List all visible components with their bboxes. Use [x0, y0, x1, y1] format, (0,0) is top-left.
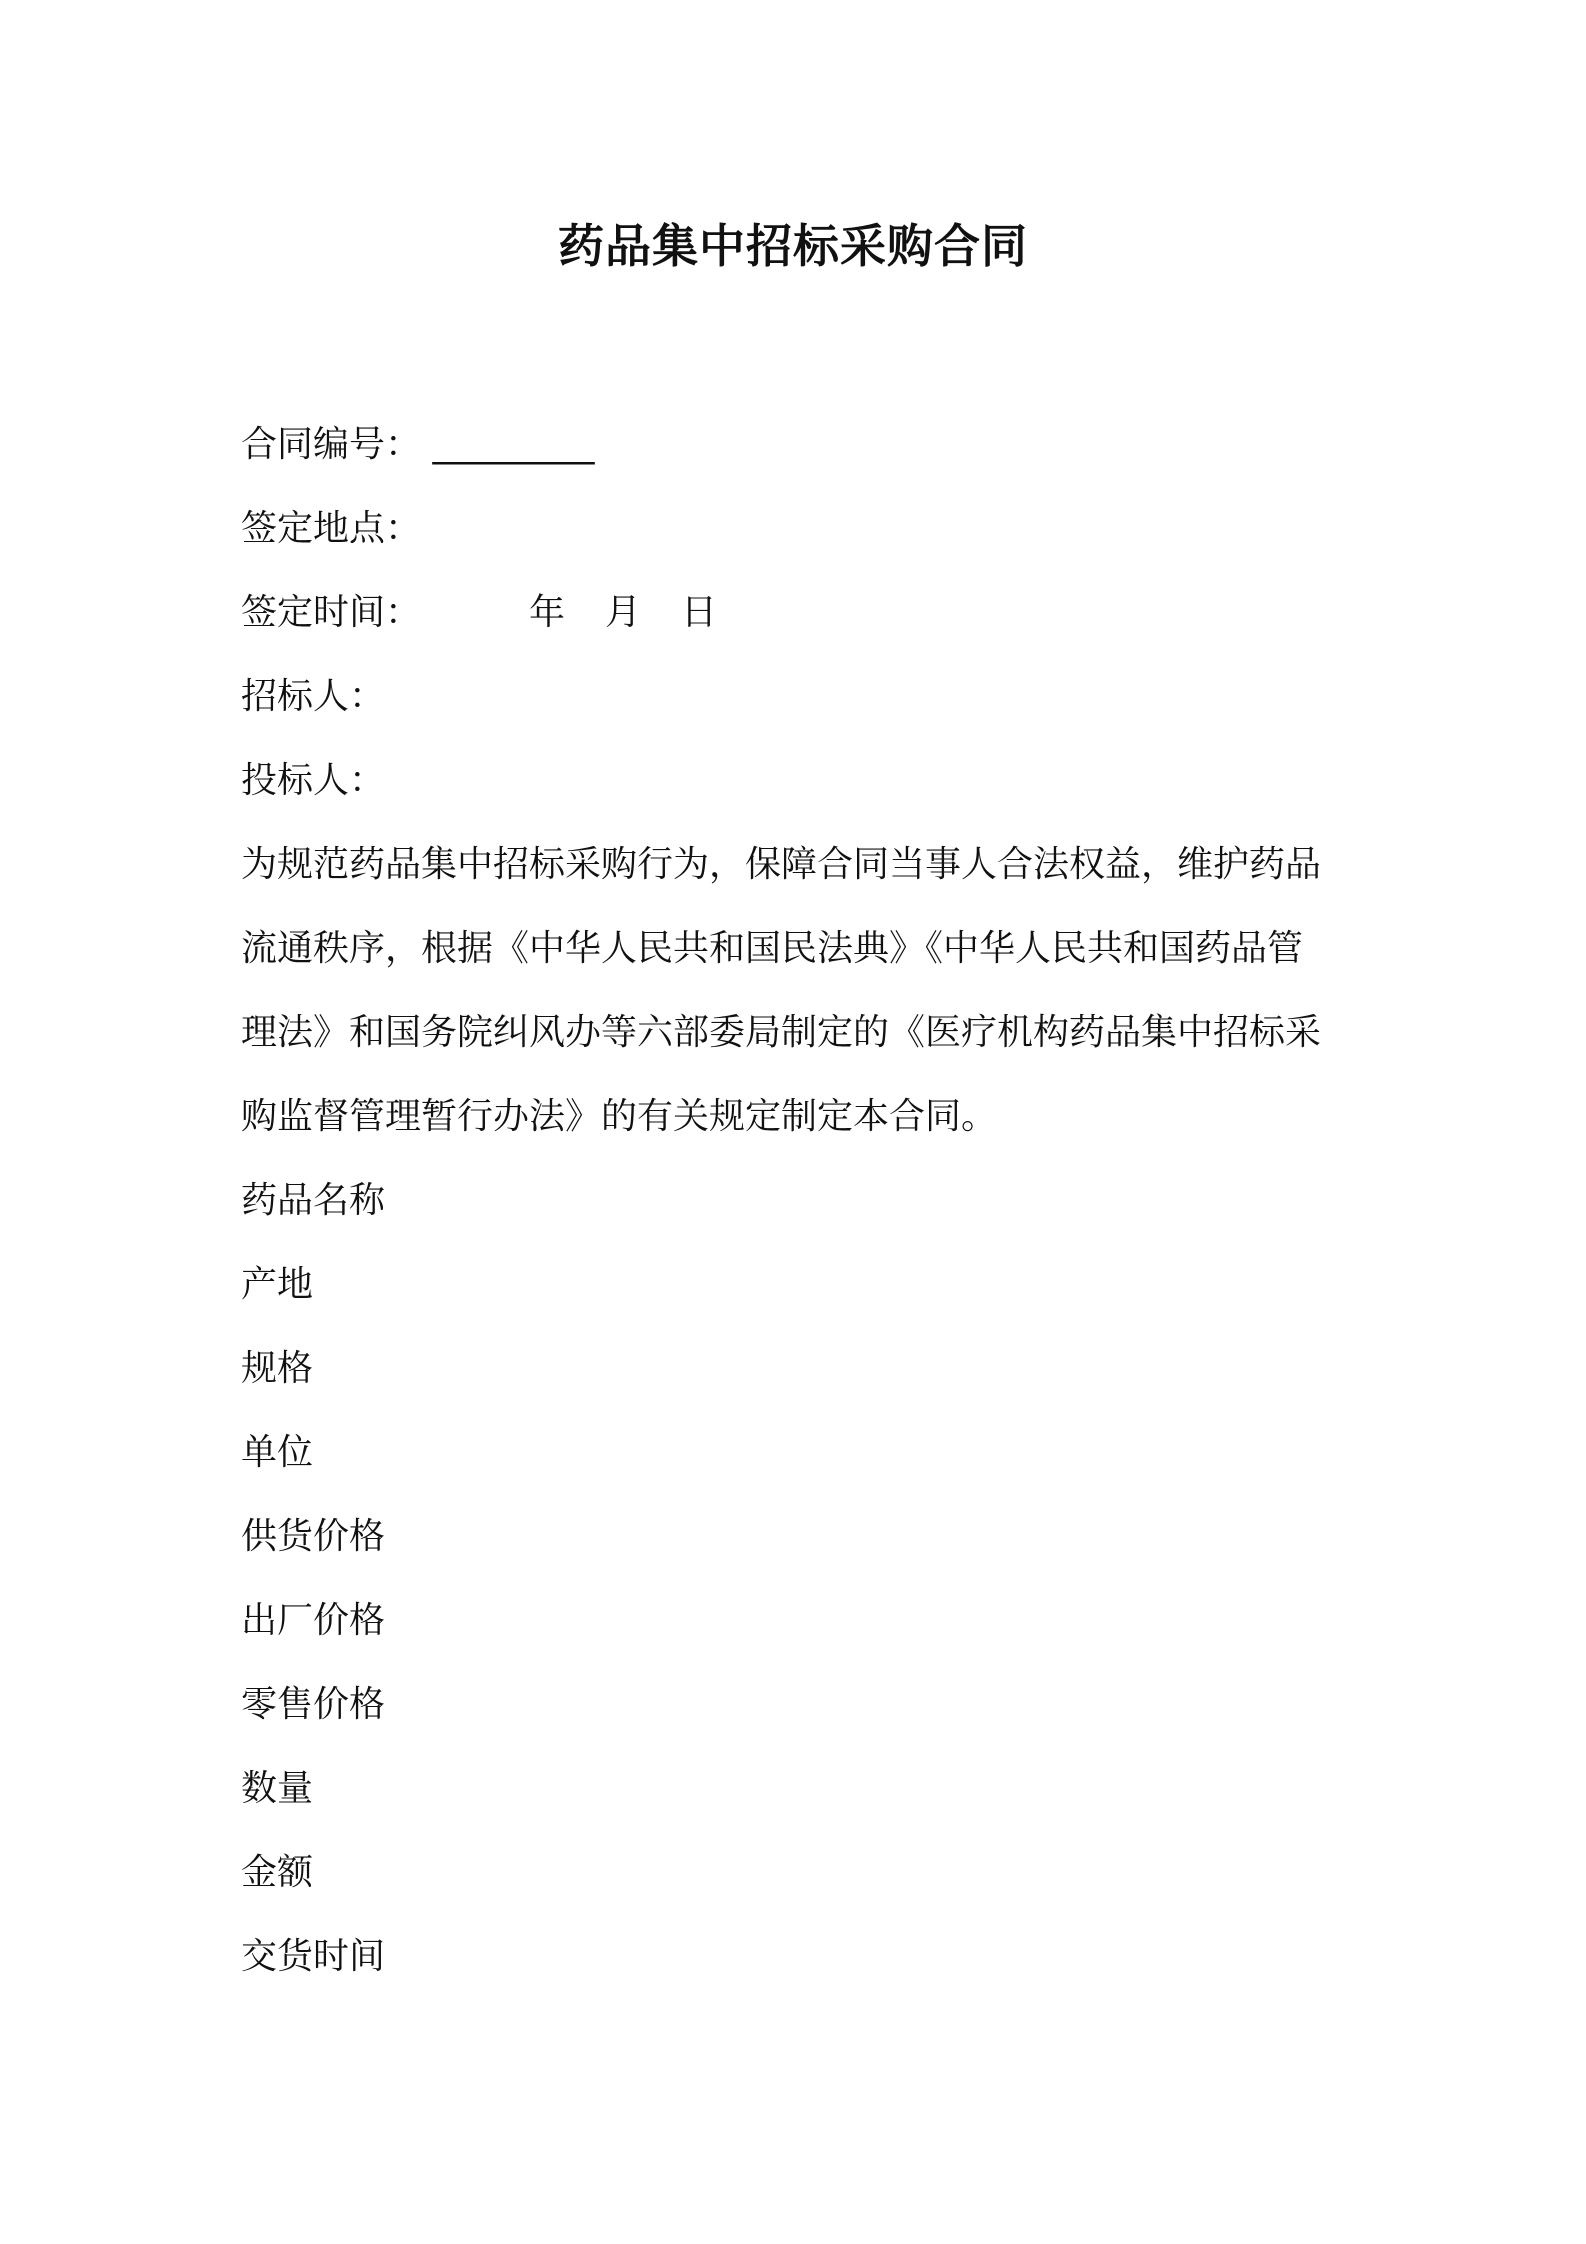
sign-place-label: 签定地点： [241, 508, 422, 549]
preamble-line: 流通秩序，根据《中华人民共和国民法典》《中华人民共和国药品管 [241, 928, 1304, 969]
item-field-factory-price: 出厂价格 [241, 1600, 386, 1641]
sign-place-line [241, 487, 1365, 571]
document-body [241, 403, 1365, 1999]
tenderer-line [241, 655, 1365, 739]
contract-number-blank: _________ [432, 424, 595, 465]
document-title: 药品集中招标采购合同 [558, 219, 1028, 273]
year-label: 年 [529, 592, 566, 633]
item-field-quantity: 数量 [241, 1768, 314, 1809]
preamble-line: 购监督管理暂行办法》的有关规定制定本合同。 [241, 1096, 998, 1137]
item-field-drug-name: 药品名称 [241, 1180, 386, 1221]
item-field-supply-price: 供货价格 [241, 1516, 386, 1557]
item-field-unit: 单位 [241, 1432, 314, 1473]
sign-time-label: 签定时间： [241, 592, 422, 633]
preamble-paragraph [241, 823, 1365, 1159]
bidder-label: 投标人： [241, 760, 386, 801]
item-field-delivery-time: 交货时间 [241, 1936, 386, 1977]
sign-time-line [241, 571, 1365, 655]
tenderer-label: 招标人： [241, 676, 386, 717]
contract-number-line [241, 403, 1365, 487]
item-field-origin: 产地 [241, 1264, 314, 1305]
month-label: 月 [605, 592, 642, 633]
day-label: 日 [681, 592, 718, 633]
contract-number-label: 合同编号： [241, 424, 422, 465]
item-field-amount: 金额 [241, 1852, 314, 1893]
preamble-line: 为规范药品集中招标采购行为，保障合同当事人合法权益，维护药品 [241, 844, 1322, 885]
preamble-line: 理法》和国务院纠风办等六部委局制定的《医疗机构药品集中招标采 [241, 1012, 1322, 1053]
item-field-specification: 规格 [241, 1348, 314, 1389]
bidder-line [241, 739, 1365, 823]
item-field-retail-price: 零售价格 [241, 1684, 386, 1725]
